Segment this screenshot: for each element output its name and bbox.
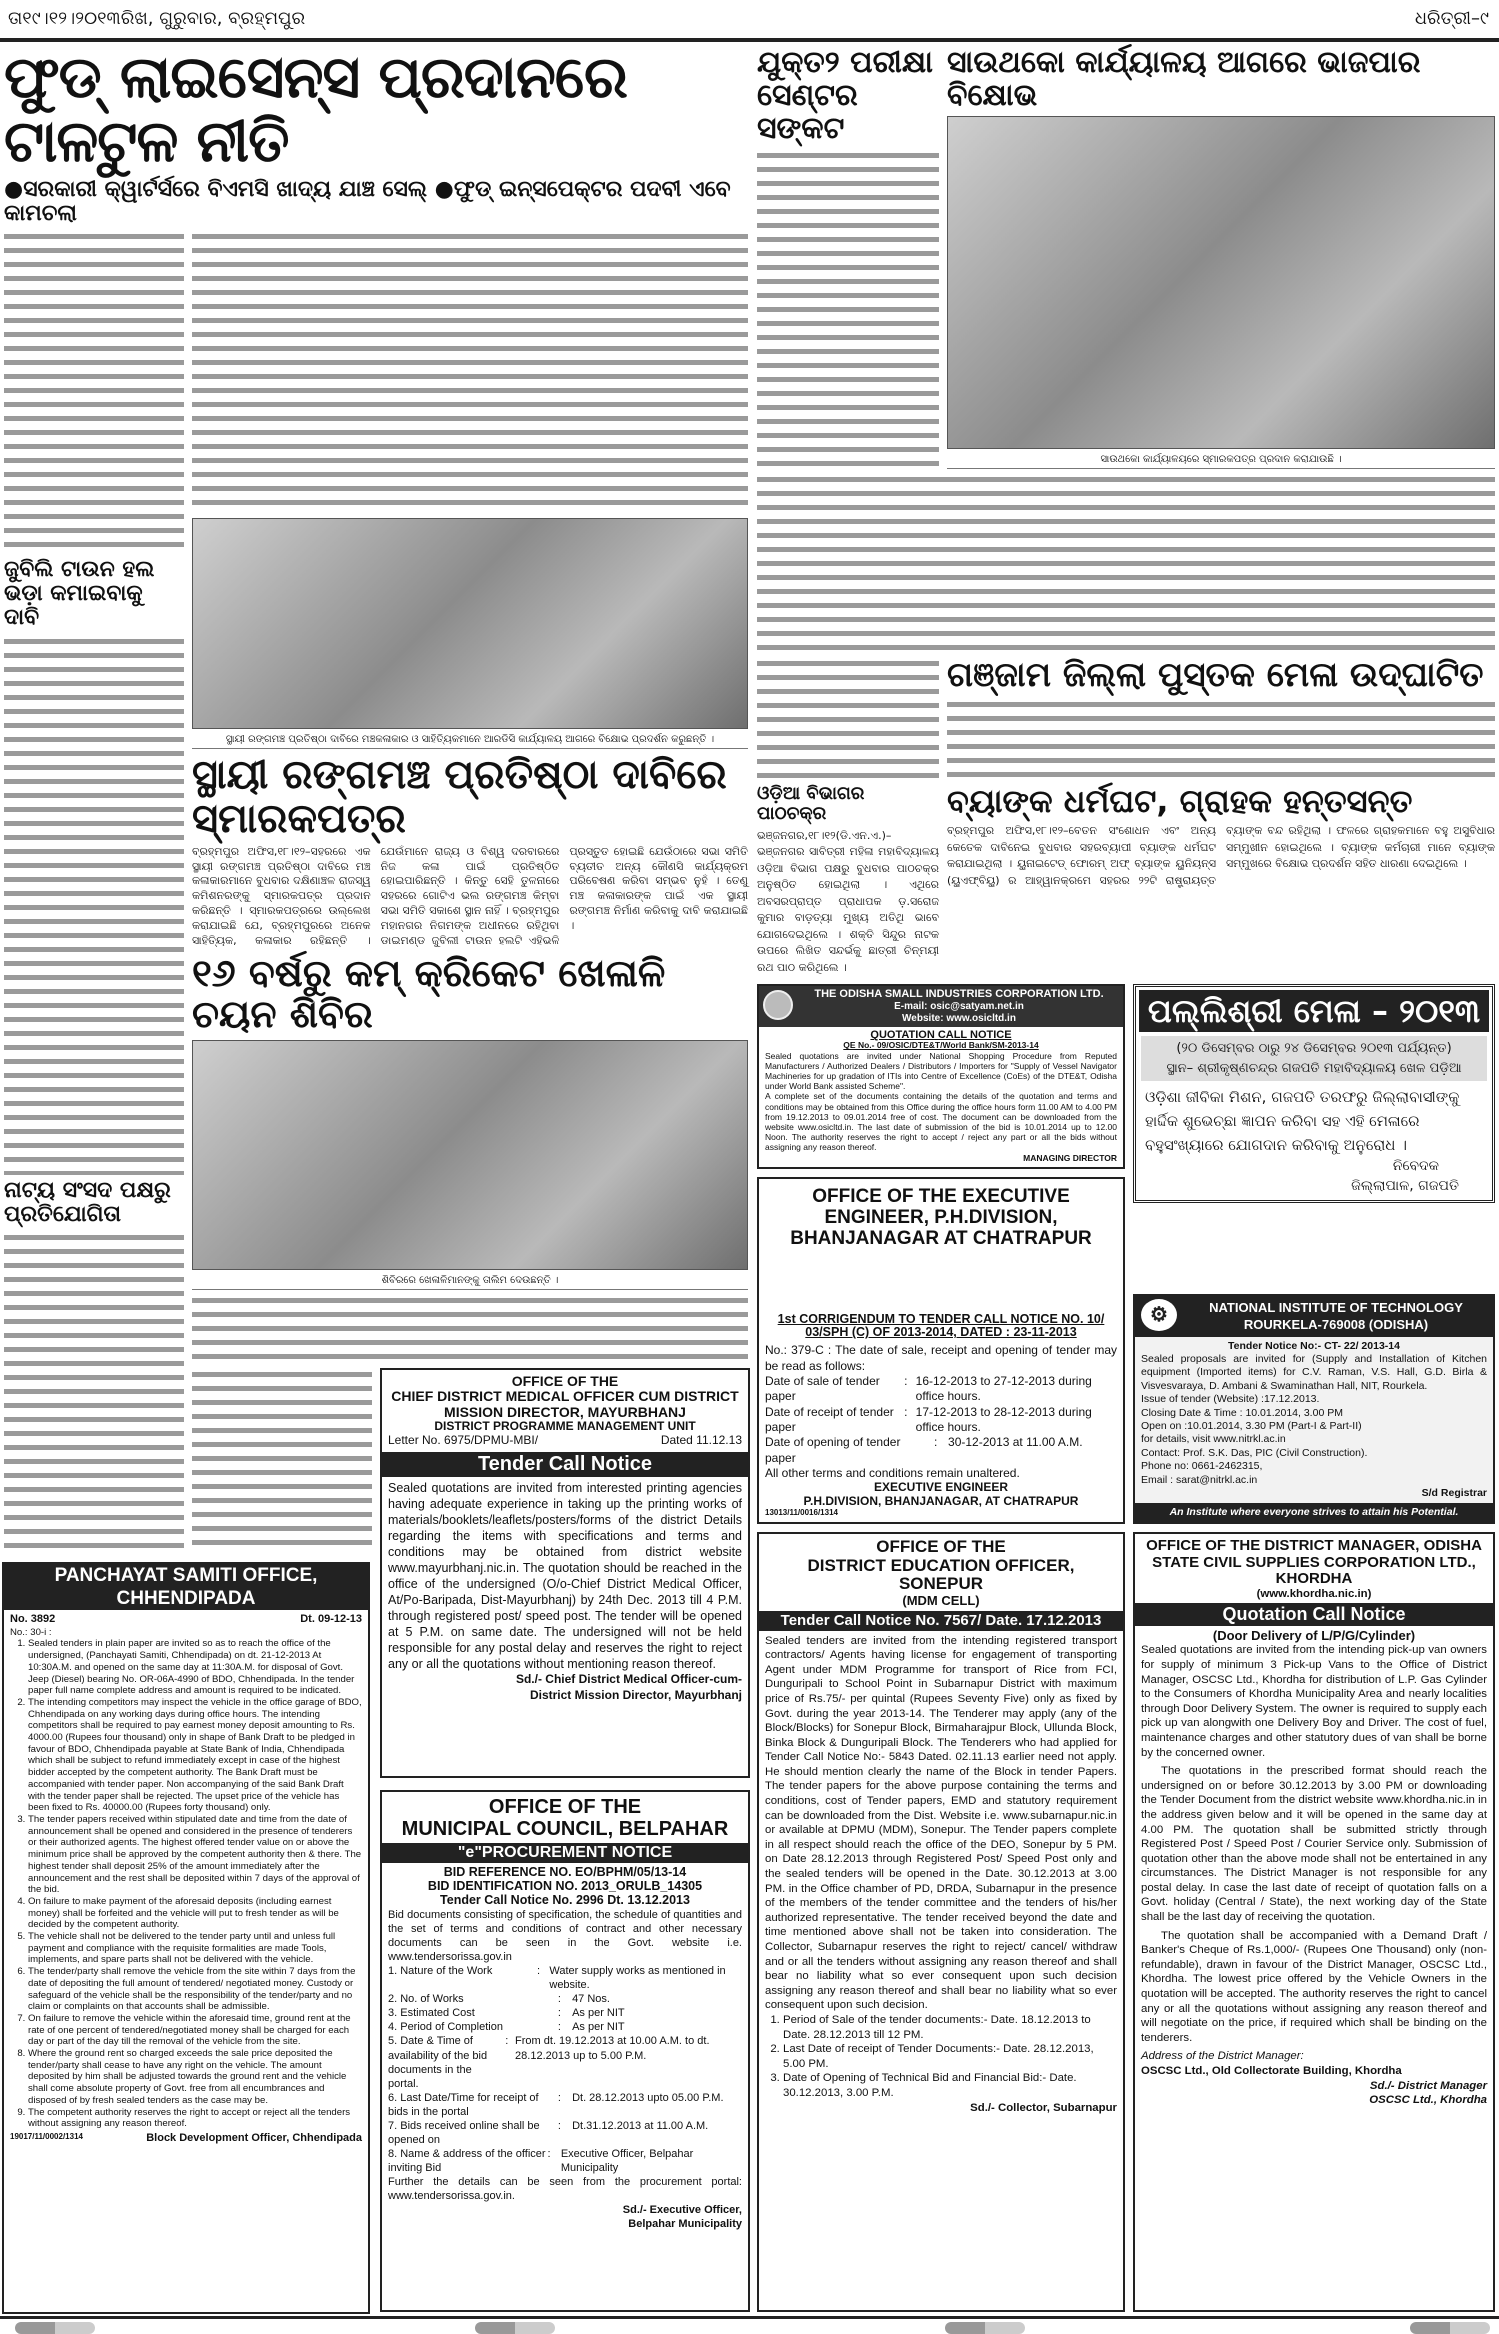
belpahar-row-value: Dt.31.12.2013 at 11.00 A.M. <box>572 2119 709 2132</box>
oscsc-sub: (Door Delivery of L/P/G/Cylinder) <box>1212 1628 1416 1644</box>
belpahar-row-label: 4. Period of Completion <box>388 2021 503 2034</box>
oscsc-title: Quotation Call Notice <box>1135 1603 1493 1626</box>
belpahar-ad <box>380 1790 750 2312</box>
panchayat-item: 3. The tender papers received within stipulated date and time from the date of announcement shall be opened and considered in the presence of tenderers or their authorized agents. The highest offered tender value on or above the minimum price shall be approved by the competent authority then & there. The highest tender shall deposit 25% of the amount immediately after the announcement and the rest shall be deposited within 7 days of the approval of the bid. <box>28 1814 362 1896</box>
ee-code: 13013/11/0016/1314 <box>765 1507 838 1517</box>
footer-rule <box>0 2316 1499 2319</box>
cricket-photo-caption: ଶିବିରରେ ଖେଳାଳିମାନଙ୍କୁ ତାଲିମ ଦେଉଛନ୍ତି । <box>192 1274 748 1290</box>
ee-org: OFFICE OF THE EXECUTIVE ENGINEER, P.H.DIVISION, BHANJANAGAR AT CHATRAPUR <box>790 1185 1092 1249</box>
odia-dept-headline: ଓଡ଼ିଆ ବିଭାଗର ପାଠଚକ୍ର <box>757 783 865 824</box>
footer-marker <box>1410 2322 1490 2334</box>
ee-row-label: Date of sale of tender paper <box>765 1373 880 1404</box>
belpahar-row-label: 8. Name & address of the officer inviting Bid <box>388 2148 546 2175</box>
belpahar-ref1: BID REFERENCE NO. EO/BPHM/05/13-14 <box>443 1865 687 1880</box>
pallishree-message: ଓଡ଼ିଶା ଜୀବିକା ମିଶନ, ଗଜପତି ତରଫରୁ ଜିଲ୍ଲାବାସୀଙ୍କୁ ହାର୍ଦ୍ଦିକ ଶୁଭେଚ୍ଛା ଜ୍ଞାପନ କରିବା ସହ ଏହି ମେଳାରେ ବହୁସଂଖ୍ୟାରେ ଯୋଗଦାନ କରିବାକୁ ଅନୁରୋଧ । <box>1145 1088 1460 1155</box>
cdmo-title: Tender Call Notice <box>382 1452 748 1478</box>
belpahar-p1: Bid documents consisting of specification, the schedule of quantities and the set of terms and conditions of contract and other necessary documents can be seen in the Govt. website i.e. www.tendersorissa.gov.in <box>388 1908 742 1963</box>
nit-email: Email : sarat@nitrkl.ac.in <box>1141 1473 1258 1486</box>
ee-row-value: 17-12-2013 to 28-12-2013 during office hours. <box>915 1404 1092 1434</box>
jubilee-subhead: ଜୁବିଲି ଟାଉନ ହଲ ଭଡ଼ା କମାଇବାକୁ ଦାବି <box>4 557 155 631</box>
osic-ad <box>757 984 1125 1169</box>
panchayat-sub: No.: 30-i : <box>10 1626 52 1638</box>
natya-body <box>4 1231 184 1555</box>
protest-photo <box>192 518 748 728</box>
nit-title: Tender Notice No:- CT- 22/ 2013-14 <box>1228 1340 1400 1353</box>
right-mid-region <box>757 784 1495 1524</box>
osic-p1: Sealed quotations are invited under National Shopping Procedure from Reputed Manufacturers / Authorized Dealers / Distributors / Importers for "Supply of Vessel Navigator Machineries for up gradation of ITIs into Centre of Excellence (CoEs) of the DTE&T, Odisha under World Bank assisted Scheme". <box>765 1050 1117 1092</box>
footer-marker <box>945 2322 1025 2334</box>
oscsc-web: (www.khordha.nic.in) <box>1256 1587 1372 1600</box>
header-rule <box>0 38 1499 42</box>
separator: : <box>536 1965 541 1978</box>
cdmo-dated: Dated 11.12.13 <box>660 1433 742 1448</box>
oscsc-p1: Sealed quotations are invited from the intending pick-up van owners for supply of minimum 3 Pick-up Vans to the Office of District Manager, OSCSC Ltd., Khordha for distribution of L.P. Gas Cylinder to the Consumers of Khordha Municipality Area and nearly localities through Door Delivery System. The owner is required to supply each pick up van alongwith one Delivery Boy and Driver. The cost of fuel, maintenance charges and other statutory dues of van shall be borne by the concerned owner. <box>1141 1644 1487 1759</box>
nit-p1: Sealed proposals are invited for (Supply and Installation of Kitchen equipment (Imported items) for C.V. Raman, V.S. Hall, G.D. Birla & Visvesvaraya, D. Ambani & Swaminathan Hall, NIT, Rourkela. <box>1141 1352 1487 1392</box>
pallishree-ad <box>1133 984 1495 1203</box>
deo-item: 1. Period of Sale of the tender documents:- Date. 18.12.2013 to Date. 28.12.2013 till 12 PM. <box>783 2013 1117 2042</box>
separator: : <box>557 2021 561 2034</box>
right-mid-left-ads <box>757 984 1125 1524</box>
bookfair-headline: ଗଞ୍ଜାମ ଜିଲ୍ଲା ପୁସ୍ତକ ମେଳା ଉଦ୍‌ଘାଟିତ <box>947 654 1484 695</box>
ee-row-label: Date of receipt of tender paper <box>765 1404 894 1434</box>
belpahar-row-label: 6. Last Date/Time for receipt of bids in the portal <box>388 2091 539 2118</box>
cdmo-p1: Sealed quotations are invited from interested printing agencies having adequate experience in taking up the printing works of materials/booklets/leaflets/posters/forms of the district Details regarding the items with specifications and terms and conditions may be obtained from district website www.mayurbhanj.nic.in. The quotation should be reached in the office of the undersigned (O/o-Chief District Medical Officer, At/Po-Baripada, Dist-Mayurbhanj) by 24th Dec. 2013 till 4 P.M. through registered post/ speed post. The tender will be opened at 5 P.M. on same date. The undersigned will not be held responsible for any postal delay and reserves the right to reject any or all the quotations without mentioning reason thereof. <box>388 1481 742 1672</box>
oscsc-ad <box>1133 1532 1495 2312</box>
osic-email: E-mail: osic@satyam.net.in <box>894 1001 1024 1013</box>
oscsc-sign2: OSCSC Ltd., Khordha <box>1369 2094 1487 2107</box>
bank-story <box>947 784 1495 976</box>
separator: : <box>557 2091 561 2104</box>
lead-body <box>192 230 748 514</box>
osic-org: THE ODISHA SMALL INDUSTRIES CORPORATION LTD. <box>814 988 1104 1001</box>
nit-org1: NATIONAL INSTITUTE OF TECHNOLOGY <box>1209 1299 1463 1315</box>
cdmo-unit: DISTRICT PROGRAMME MANAGEMENT UNIT <box>434 1419 696 1434</box>
pallishree-dates: (୨୦ ଡିସେମ୍ବର ଠାରୁ ୨୪ ଡିସେମ୍ବର ୨୦୧୩ ପର୍ଯ୍ୟନ୍ତ) <box>1176 1041 1452 1057</box>
belpahar-row-value: As per NIT <box>572 2021 625 2034</box>
theatre-headline: ସ୍ଥାୟୀ ରଙ୍ଗମଞ୍ଚ ପ୍ରତିଷ୍ଠା ଦାବିରେ ସ୍ମାରକପତ୍ର <box>192 751 727 842</box>
nit-visit-link[interactable]: for details, visit www.nitrkl.ac.in <box>1141 1433 1286 1446</box>
left-news-region <box>4 43 748 1360</box>
belpahar-org1: OFFICE OF THE <box>488 1796 642 1818</box>
southco-headline: ସାଉଥକୋ କାର୍ଯ୍ୟାଳୟ ଆଗରେ ଭାଜପାର ବିକ୍ଷୋଭ <box>947 45 1421 113</box>
panchayat-item: 6. The tender/party shall remove the vehicle from the site within 7 days from the date of depositing the full amount of tendered/ negotiated money. Custody or safeguard of the vehicle shall be the responsibility of the tender/party and no claim or complaints on that accounts shall be admissible. <box>28 1966 362 2013</box>
belpahar-row-label: 2. No. of Works <box>388 1993 464 2006</box>
separator: : <box>557 1993 561 2006</box>
belpahar-title: "e"PROCUREMENT NOTICE <box>382 1843 748 1863</box>
deo-sign: Sd./- Collector, Subarnapur <box>970 2101 1117 2114</box>
lead-body-col1 <box>4 230 184 554</box>
ee-row-label: Date of opening of tender paper <box>765 1435 901 1465</box>
cdmo-sign2: District Mission Director, Mayurbhanj <box>529 1687 742 1702</box>
deo-p1: Sealed tenders are invited from the intending registered transport contractors/ Agents having license for engagement of transporting Agent under MDM Programme for transport of Rice from FCI, Dunguripali to School Point in Subarnapur District with maximum price of Rs.75/- per quintal (Rupees Seventy Five) only as fixed by Govt. during the year 2013-14. The Tenderer may apply (any of the Block/Blocks) for Sonepur Block, Birmaharajpur Block, Ullunda Block, Binka Block & Dunguripali Block. The Tenderers who had applied for Tender Call Notice No:- 5843 Dated. 02.11.13 earlier need not apply. He should mention clearly the name of the Block in tender Papers. The tender papers for the above purpose containing the terms and conditions, cost of Tender papers, EMD and statutory requirement can be downloaded from the Dist. Website i.e. www.subarnapur.nic.in or available at DPMU (MDM), Sonepur. The Tender papers complete in all respect should reach the office of the DEO, Sonepur by 5 PM. on Date 28.12.2013 through Registered Post/ Speed Post only and the sealed tenders will be opened in the Date. 30.12.2013 at 3.00 PM. in the Office chamber of PD, DRDA, Subarnapur in the presence of the members of the tender committee and the tenders of his/her authorized representative. The tender received beyond the date and time mentioned above shall not be taken into consideration. The Collector, Subarnapur reserves the right to reject/ cancel/ withdraw and or all the tenders without assigning any reason thereof and shall bear no liability what so ever consequent upon such decision assigning any reason thereof and shall bear no liability what so ever consequent upon such decision. <box>765 1634 1117 2012</box>
cricket-body-continued <box>192 1368 372 1553</box>
pallishree-sign2: ଜିଲ୍ଲାପାଳ, ଗଜପତି <box>1351 1178 1459 1195</box>
nit-contact: Contact: Prof. S.K. Das, PIC (Civil Construction). <box>1141 1446 1368 1459</box>
belpahar-row <box>388 2034 742 2090</box>
osic-emblem-icon <box>763 990 793 1020</box>
belpahar-sign2: Belpahar Municipality <box>628 2218 742 2231</box>
panchayat-item: 8. Where the ground rent so charged exceeds the sale price deposited the tender/party shall cease to have any right on the vehicle. The amount deposited by him shall be adjusted towards the ground rent and the vehicle shall come absolute property of Govt. free from all encumbrances and disposed of by fresh sealed tenders as the case may be. <box>28 2048 362 2107</box>
lead-headline: ଫୁଡ୍ ଲାଇସେନ୍ସ ପ୍ରଦାନରେ ଟାଳଟୁଳ ନୀତି <box>4 43 627 175</box>
oscsc-sign1: Sd./- District Manager <box>1369 2079 1487 2092</box>
ee-title: 1st CORRIGENDUM TO TENDER CALL NOTICE NO. 10/ 03/SPH (C) OF 2013-2014, DATED : 23-11-2013 <box>777 1311 1105 1340</box>
panchayat-item: 9. The competent authority reserves the right to accept or reject all the tenders without assigning any reason thereof. <box>28 2107 362 2130</box>
nit-ad <box>1133 1294 1495 1524</box>
belpahar-row-label: 7. Bids received online shall be opened on <box>388 2119 540 2146</box>
belpahar-row-label: 1. Nature of the Work <box>388 1965 493 1978</box>
cricket-headline: ୧୬ ବର୍ଷରୁ କମ୍ କ୍ରିକେଟ ଖେଳାଳି ଚୟନ ଶିବିର <box>192 950 666 1037</box>
oscsc-addr-label: Address of the District Manager: <box>1141 2050 1304 2063</box>
panchayat-ad <box>2 1562 370 2314</box>
footer-marker <box>15 2322 95 2334</box>
separator: : <box>505 2035 509 2048</box>
belpahar-row <box>388 2091 742 2119</box>
belpahar-ref2: BID IDENTIFICATION NO. 2013_ORULB_14305 <box>427 1879 703 1894</box>
plus2-column <box>757 46 939 469</box>
belpahar-row-label: 3. Estimated Cost <box>388 2007 475 2020</box>
right-news-region <box>757 46 1495 778</box>
belpahar-row-value: Dt. 28.12.2013 upto 05.00 P.M. <box>572 2091 724 2104</box>
osic-website: Website: www.osicltd.in <box>902 1013 1016 1025</box>
cdmo-letter: Letter No. 6975/DPMU-MBI/ <box>388 1433 539 1448</box>
deo-cell: (MDM CELL) <box>902 1593 980 1609</box>
deo-item: 2. Last Date of receipt of Tender Documents:- Date. 28.12.2013, 5.00 PM. <box>783 2042 1117 2071</box>
panchayat-org: PANCHAYAT SAMITI OFFICE, CHHENDIPADA <box>4 1564 368 1610</box>
footer-marker <box>475 2322 555 2334</box>
belpahar-row-value: 47 Nos. <box>572 1993 610 2006</box>
cdmo-ad <box>380 1368 750 1778</box>
pallishree-sign1: ନିବେଦକ <box>1392 1158 1439 1175</box>
panchayat-item: 5. The vehicle shall not be delivered to the tender party until and unless full payment and compliance with the requisite formalities are made Tools, implements, and spare parts shall not be delivered with the vehicle. <box>28 1931 362 1966</box>
pallishree-venue: ସ୍ଥାନ– ଶ୍ରୀକୃଷ୍ଣଚନ୍ଦ୍ର ଗଜପତି ମହାବିଦ୍ୟାଳୟ ଖେଳ ପଡ଼ିଆ <box>1166 1060 1462 1076</box>
belpahar-row-value: Water supply works as mentioned in website. <box>549 1965 726 1992</box>
oscsc-addr: OSCSC Ltd., Old Collectorate Building, Khordha <box>1141 2065 1402 2077</box>
panchayat-no: No. 3892 <box>10 1613 56 1626</box>
cricket-photo <box>192 1040 748 1269</box>
oscsc-p2: The quotations in the prescribed format should reach the undersigned on or before 30.12.2013 by 3.00 PM or downloading the Tender Document from the district website www.khordha.nic.in in the address given below and it will be opened in the same day at 4.00 PM. The quotation shall be submitted strictly through Registered Post / Speed Post / Courier Service only. Submission of quotation other than the above mode shall not be entertained in any circumstances. The District Manager is not responsible for any postal delay. In case the last date of receipt of quotation falls on a Govt. holiday (Central / State), the next working day of the State shall be the last day of receiving the quotation. <box>1141 1765 1487 1924</box>
cdmo-org2: CHIEF DISTRICT MEDICAL OFFICER CUM DISTRICT MISSION DIRECTOR, MAYURBHANJ <box>391 1388 739 1420</box>
panchayat-item: 4. On failure to make payment of the aforesaid deposits (including earnest money) shall be forfeited and the vehicle will put to fresh tender as will be decided by the competent authority. <box>28 1896 362 1931</box>
belpahar-row <box>388 1992 742 2006</box>
right-mid-right-ads <box>1133 984 1495 1524</box>
osic-p2: A complete set of the documents containing the details of the quotation and terms and conditions may be obtained from this Office during the office hours form 11.00 AM to 4.00 PM from 19.12.2013 to 09.01.2014 free of cost. The document can be downloaded from the website www.osicltd.in. The last date of submission of the bid is 10.01.2014 up to 12.00 Noon. The authority reserves the right to accept / reject any part or all the bids without assigning any reason thereof. <box>765 1091 1117 1153</box>
ee-intro: No.: 379-C : The date of sale, receipt and opening of tender may be read as follows: <box>765 1343 1117 1373</box>
lead-left-column <box>4 230 184 1555</box>
deo-org1: OFFICE OF THE <box>876 1537 1006 1556</box>
ee-note: All other terms and conditions remain unaltered. <box>765 1466 1020 1481</box>
separator: : <box>557 2007 561 2020</box>
plus2-body <box>757 149 939 469</box>
osic-title: QUOTATION CALL NOTICE <box>870 1029 1012 1042</box>
belpahar-row <box>388 2020 742 2034</box>
belpahar-org2: MUNICIPAL COUNCIL, BELPAHAR <box>401 1818 729 1840</box>
ee-ad: OFFICE OF THE EXECUTIVE ENGINEER, P.H.DIVISION, BHANJANAGAR AT CHATRAPUR 1st CORRIGENDUM TO TENDER CALL NOTICE NO. 10/ 03/SPH (C) OF 2013-2014, DATED : 23-11-2013 No.: 379-C : The date of sale, receipt and opening of tender may be read as follows: Date of sale of tender paper : 16-12-2013 to 27-12-2013 during office hours. Date of receipt of tender paper : 17-12-2013 to 28-12-2013 during office hours. Date of opening of tender paper : 30-12-2013 at 11.00 A.M. All other terms and conditions remain unaltered. EXECUTIVE ENGINEER P.H.DIVISION, BHANJANAGAR, AT CHATRAPUR 13013/11/0016/1314 <box>757 1177 1125 1524</box>
lead-right-column <box>192 230 748 1360</box>
cdmo-org1: OFFICE OF THE <box>511 1373 619 1389</box>
panchayat-item: 2. The intending competitors may inspect the vehicle in the office garage of BDO, Chhendipada on any working days during office hours. The intending competitors shall be required to pay earnest money deposit amounting to Rs. 4000.00 (Rupees four thousand) only in shape of Bank Draft to be pledged in favour of BDO, Chhendipada payable at State Bank of India, Chhendipada which shall be subject to refund immediately except in case of the highest bidder accepted by the competent authority. The Bank Draft must be accompanied with tender paper. Non accompanying of the said Bank Draft with the tender paper shall be rejected. The upset price of the vehicle has been fixed to Rs. 40000.00 (Rupees forty thousand) only. <box>28 1697 362 1814</box>
ee-row-value: 16-12-2013 to 27-12-2013 during office hours. <box>915 1373 1092 1404</box>
panchayat-sign: Block Development Officer, Chhendipada <box>146 2131 362 2144</box>
belpahar-p2: Further the details can be seen from the procurement portal: www.tendersorissa.gov.in. <box>388 2176 742 2203</box>
belpahar-row-value: Executive Officer, Belpahar Municipality <box>560 2148 694 2175</box>
nit-motto: An Institute where everyone strives to attain his Potential. <box>1135 1503 1493 1522</box>
deo-title: Tender Call Notice No. 7567/ Date. 17.12.2013 <box>759 1611 1123 1630</box>
jubilee-body <box>4 635 184 1175</box>
southco-column <box>947 46 1495 469</box>
nit-open: Open on :10.01.2014, 3.30 PM (Part-I & Part-II) <box>1141 1419 1362 1432</box>
deo-ad <box>757 1532 1125 2312</box>
ee-sign2: P.H.DIVISION, BHANJANAGAR, AT CHATRAPUR <box>803 1493 1079 1508</box>
bookfair-body <box>947 698 1495 778</box>
odia-dept-body: ଭଞ୍ଜନଗର,୧୮।୧୨(ଡି.ଏନ.ଏ.)– ଭଞ୍ଜନଗର ସାବିତ୍ରୀ ମହିଳା ମହାବିଦ୍ୟାଳୟ ଓଡ଼ିଆ ବିଭାଗ ପକ୍ଷରୁ ବୁଧବାର ପାଠଚକ୍ର ଅନୁଷ୍ଠିତ ହୋଇଥିଲା । ଏଥିରେ ଅବସରପ୍ରାପ୍ତ ପ୍ରାଧାପକ ଡ଼.ସରୋଜ କୁମାର ବାଡ଼ତ୍ୟା ମୁଖ୍ୟ ଅତିଥି ଭାବେ ଯୋଗଦେଇଥିଲେ । ଶକ୍ତି ସିନ୍ଦୁର ନାଟକ ଉପରେ ଲିଖିତ ସନ୍ଦର୍ଭକୁ ଛାତ୍ରୀ ଚିନ୍ମୟୀ ରଥ ପାଠ କରିଥିଲେ । <box>757 828 939 974</box>
southco-body-continued <box>757 657 939 778</box>
nit-logo-icon: ⚙ <box>1141 1299 1177 1331</box>
nit-sign: S/d Registrar <box>1421 1487 1487 1500</box>
odia-dept-story <box>757 784 939 976</box>
panchayat-item: 1. Sealed tenders in plain paper are invited so as to reach the office of the undersigned, (Panchayati Samiti, Chhendipada) on dt. 21-12-2013 At 10:30A.M. and opened on the same day at 11:30A.M. for disposal of Govt. Jeep (Diesel) bearing No. OR-06A-4990 of BDO, Chhendipada. In the tender paper full name complete address and amount is required to be indicated. <box>28 1638 362 1697</box>
pallishree-title: ପଲ୍ଲିଶ୍ରୀ ମେଳା – ୨୦୧୩ <box>1139 990 1489 1032</box>
belpahar-row-value: From dt. 19.12.2013 at 10.00 A.M. to dt. 28.12.2013 up to 5.00 P.M. <box>515 2035 710 2062</box>
separator: : <box>557 2119 561 2132</box>
belpahar-row <box>388 2006 742 2020</box>
page-label: ଧରିତ୍ରୀ–୯ <box>1414 8 1489 29</box>
plus2-headline: ଯୁକ୍ତ୨ ପରୀକ୍ଷା ସେଣ୍ଟର ସଙ୍କଟ <box>757 45 933 146</box>
nit-phone: Phone no: 0661-2462315, <box>1141 1460 1263 1473</box>
ee-row-value: 30-12-2013 at 11.00 A.M. <box>948 1435 1083 1450</box>
protest-photo-caption: ସ୍ଥାୟୀ ରଙ୍ଗମଞ୍ଚ ପ୍ରତିଷ୍ଠା ଦାବିରେ ମଞ୍ଚକଳାକାର ଓ ସାହିତ୍ୟିକମାନେ ଆରଡିସି କାର୍ଯ୍ୟାଳୟ ଆଗରେ ବିକ୍ଷୋଭ ପ୍ରଦର୍ଶନ କରୁଛନ୍ତି । <box>192 733 748 749</box>
bookfair-column <box>947 654 1495 778</box>
panchayat-code: 19017/11/0002/1314 <box>10 2131 83 2141</box>
belpahar-row <box>388 1964 742 1992</box>
nit-closing: Closing Date & Time : 10.01.2014, 3.00 PM <box>1141 1406 1343 1419</box>
belpahar-row-label: 5. Date & Time of availability of the bid documents in the portal. <box>388 2035 488 2090</box>
osic-sign: MANAGING DIRECTOR <box>1023 1152 1117 1163</box>
nit-org2: ROURKELA-769008 (ODISHA) <box>1243 1316 1429 1332</box>
oscsc-p3: The quotation shall be accompanied with a Demand Draft / Banker's Cheque of Rs.1,000/- (Rupees One Thousand) only (non-refundable), drawn in favour of the District Manager, OSCSC Ltd., Khordha. The lowest price offered by the Vehicle Owners in the quotation will be accepted. The authority reserves the right to cancel any or all the quotations without assigning any reason thereof and will negotiate on the price, if required which shall be binding on the tenderers. <box>1141 1929 1487 2044</box>
separator: : <box>547 2148 551 2161</box>
ee-sign1: EXECUTIVE ENGINEER <box>873 1480 1009 1495</box>
nit-issue: Issue of tender (Website) :17.12.2013. <box>1141 1393 1320 1406</box>
natya-subhead: ନାଟ୍ୟ ସଂସଦ ପକ୍ଷରୁ ପ୍ରତିଯୋଗିତା <box>4 1177 171 1227</box>
deo-org2: DISTRICT EDUCATION OFFICER, SONEPUR <box>807 1555 1075 1594</box>
deo-item: 3. Date of Opening of Technical Bid and Financial Bid:- Date. 30.12.2013, 3.00 P.M. <box>783 2071 1117 2100</box>
oscsc-org: OFFICE OF THE DISTRICT MANAGER, ODISHA STATE CIVIL SUPPLIES CORPORATION LTD., KHORDHA <box>1146 1537 1482 1587</box>
panchayat-date: Dt. 09-12-13 <box>300 1613 362 1626</box>
southco-body <box>757 473 1495 653</box>
southco-photo <box>947 116 1495 449</box>
bank-headline: ବ୍ୟାଙ୍କ ଧର୍ମଘଟ, ଗ୍ରାହକ ହନ୍ତସନ୍ତ <box>947 782 1413 820</box>
belpahar-row-value: As per NIT <box>572 2007 625 2020</box>
bank-body: ବ୍ରହ୍ମପୁର ଅଫିସ,୧୮।୧୨–ବେତନ ସଂଶୋଧନ ଏବଂ ଅନ୍ୟ କେତେକ ଦାବିନେଇ ବୁଧବାର ସହରବ୍ୟାପୀ ବ୍ୟାଙ୍କ ଧର୍ମଘଟ କରାଯାଇଥିଲା । ୟୁନାଇଟେଡ୍ ଫୋରମ୍ ଅଫ୍ ବ୍ୟାଙ୍କ ୟୁନିୟନ୍ସ (ୟୁଏଫ୍‌ବିୟୁ) ର ଆହ୍ୱାନକ୍ରମେ ସହରର ୨୨ଟି ରାଷ୍ଟ୍ରାୟତ୍ତ ବ୍ୟାଙ୍କ ବନ୍ଦ ରହିଥିଲା । ଫଳରେ ଗ୍ରାହକମାନେ ବହୁ ଅସୁବିଧାର ସମ୍ମୁଖୀନ ହୋଇଥିଲେ । ବ୍ୟାଙ୍କ କର୍ମଚାରୀ ମାନେ ବ୍ୟାଙ୍କ ସମ୍ମୁଖରେ ବିକ୍ଷୋଭ ପ୍ରଦର୍ଶନ ସହିତ ଧାରଣା ଦେଇଥିଲେ । <box>947 824 1495 887</box>
belpahar-sign1: Sd./- Executive Officer, <box>622 2204 742 2217</box>
theatre-body: ବ୍ରହ୍ମପୁର ଅଫିସ,୧୮।୧୨–ସହରରେ ଏକ ସ୍ଥାୟୀ ରଙ୍ଗମଞ୍ଚ ପ୍ରତିଷ୍ଠା ଦାବିରେ ମଞ୍ଚ କଳାକାରମାନେ ବୁଧବାର ଦକ୍ଷିଣାଞ୍ଚଳ ରାଜସ୍ୱ କମିଶନରଙ୍କୁ ସ୍ମାରକପତ୍ର ପ୍ରଦାନ କରିଛନ୍ତି । ସ୍ମାରକପତ୍ରରେ ଉଲ୍ଲେଖ କରାଯାଇଛି ଯେ, ବ୍ରହ୍ମପୁରରେ ଅନେକ ସାହିତ୍ୟିକ, କଳାକାର ରହିଛନ୍ତି । ଯେଉଁମାନେ ରାଜ୍ୟ ଓ ବିଶ୍ୱ ଦରବାରରେ ନିଜ କଳା ପାଇଁ ପ୍ରତିଷ୍ଠିତ ହୋଇପାରିଛନ୍ତି । କିନ୍ତୁ ସେହି ତୁଳନାରେ ସହରରେ ଗୋଟିଏ ଭଲ ରଙ୍ଗମଞ୍ଚ କିମ୍ବା ସଭା ସମିତି ସକାଶେ ସ୍ଥାନ ନାହିଁ । ବ୍ରହ୍ମପୁର ମହାନଗର ନିଗମଙ୍କ ଅଧୀନରେ ରହିଥିବା ଡାଇମଣ୍ଡ ଜୁବିଲୀ ଟାଉନ ହଲଟି ଏହିଭଳି ପ୍ରସ୍ତୁତ ହୋଇଛି ଯେଉଁଠାରେ ସଭା ସମିତି ବ୍ୟତୀତ ଅନ୍ୟ କୌଣସି କାର୍ଯ୍ୟକ୍ରମ ପରିବେଷଣ କରିବା ସମ୍ଭବ ନୁହଁ । ତେଣୁ ମଞ୍ଚ କଳାକାରଙ୍କ ପାଇଁ ଏକ ସ୍ଥାୟୀ ରଙ୍ଗମଞ୍ଚ ନିର୍ମାଣ କରିବାକୁ ଦାବି କରାଯାଇଛି । <box>192 844 748 947</box>
cricket-body <box>192 1294 748 1360</box>
belpahar-ref3: Tender Call Notice No. 2996 Dt. 13.12.2013 <box>440 1892 690 1907</box>
panchayat-item: 7. On failure to remove the vehicle within the aforesaid time, ground rent at the rate of one percent of tendered/negotiated money shall be charged for each day or part of the day till the removal of the vehicle from the site. <box>28 2013 362 2048</box>
belpahar-row <box>388 2119 742 2147</box>
belpahar-row <box>388 2147 742 2175</box>
southco-photo-caption: ସାଉଥକୋ କାର୍ଯ୍ୟାଳୟରେ ସ୍ମାରକପତ୍ର ପ୍ରଦାନ କରାଯାଉଛି । <box>947 453 1495 469</box>
lead-subhead: ●ସରକାରୀ କ୍ୱାର୍ଟର୍ସରେ ବିଏମସି ଖାଦ୍ୟ ଯାଞ୍ଚ ସେଲ୍ ●ଫୁଡ୍ ଇନ୍ସପେକ୍ଟର ପଦବୀ ଏବେ କାମଚଲା <box>4 176 731 226</box>
osic-ref: QE No.- 09/OSIC/DTE&T/World Bank/SM-2013-14 <box>843 1040 1039 1051</box>
cdmo-sign1: Sd./- Chief District Medical Officer-cum- <box>515 1672 742 1687</box>
dateline: ତା୧୯।୧୨।୨୦୧୩ରିଖ, ଗୁରୁବାର, ବ୍ରହ୍ମପୁର <box>8 8 306 29</box>
